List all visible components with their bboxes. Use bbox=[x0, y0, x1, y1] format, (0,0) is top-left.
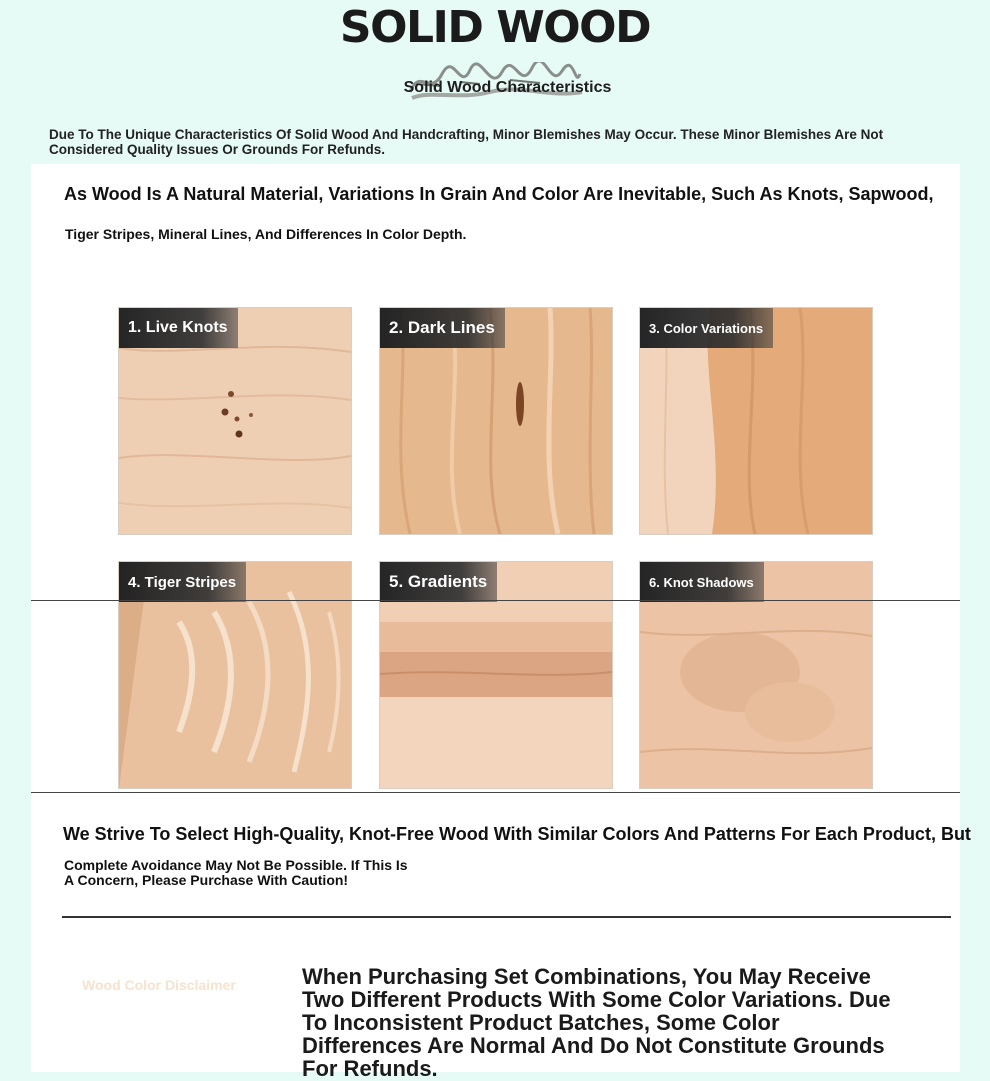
tile-color-variations bbox=[639, 307, 873, 535]
selection-line-2: Complete Avoidance May Not Be Possible. If This Is A Concern, Please Purchase With Caution! bbox=[64, 857, 408, 888]
variation-line-2: Tiger Stripes, Mineral Lines, And Differences In Color Depth. bbox=[65, 226, 467, 242]
tile-tiger-stripes bbox=[118, 561, 352, 789]
subtitle-block bbox=[400, 62, 615, 104]
page-subtitle: Solid Wood Characteristics bbox=[403, 79, 612, 96]
tile-label: 5. Gradients bbox=[380, 562, 497, 602]
section-divider bbox=[62, 916, 951, 918]
tile-label: 4. Tiger Stripes bbox=[119, 562, 246, 602]
tile-gradients bbox=[379, 561, 613, 789]
selection-line-1: We Strive To Select High-Quality, Knot-Free Wood With Similar Colors And Patterns For Each Product, But bbox=[63, 824, 971, 844]
tile-label: 3. Color Variations bbox=[640, 308, 773, 348]
tile-dark-lines bbox=[379, 307, 613, 535]
tile-label: 2. Dark Lines bbox=[380, 308, 505, 348]
intro-text: Due To The Unique Characteristics Of Solid Wood And Handcrafting, Minor Blemishes May Occur. These Minor Blemishes Are Not Considered Quality Issues Or Grounds For Refunds. bbox=[49, 127, 884, 157]
disclaimer-text: When Purchasing Set Combinations, You May Receive Two Different Products With Some Color Variations. Due To Inconsistent Product Batches, Some Color Differences Are Normal And Do Not Constitute Grounds For Refunds. bbox=[302, 964, 891, 1081]
tile-label: 6. Knot Shadows bbox=[640, 562, 764, 602]
divider bbox=[31, 792, 960, 793]
disclaimer-heading: Wood Color Disclaimer bbox=[82, 977, 236, 993]
tile-label: 1. Live Knots bbox=[119, 308, 238, 348]
divider bbox=[31, 600, 960, 601]
page-title: SOLID WOOD bbox=[339, 2, 651, 53]
tile-knot-shadows bbox=[639, 561, 873, 789]
variation-line-1: As Wood Is A Natural Material, Variations In Grain And Color Are Inevitable, Such As Knots, Sapwood, bbox=[64, 184, 934, 204]
content-card bbox=[31, 164, 971, 1072]
tile-live-knots bbox=[118, 307, 352, 535]
